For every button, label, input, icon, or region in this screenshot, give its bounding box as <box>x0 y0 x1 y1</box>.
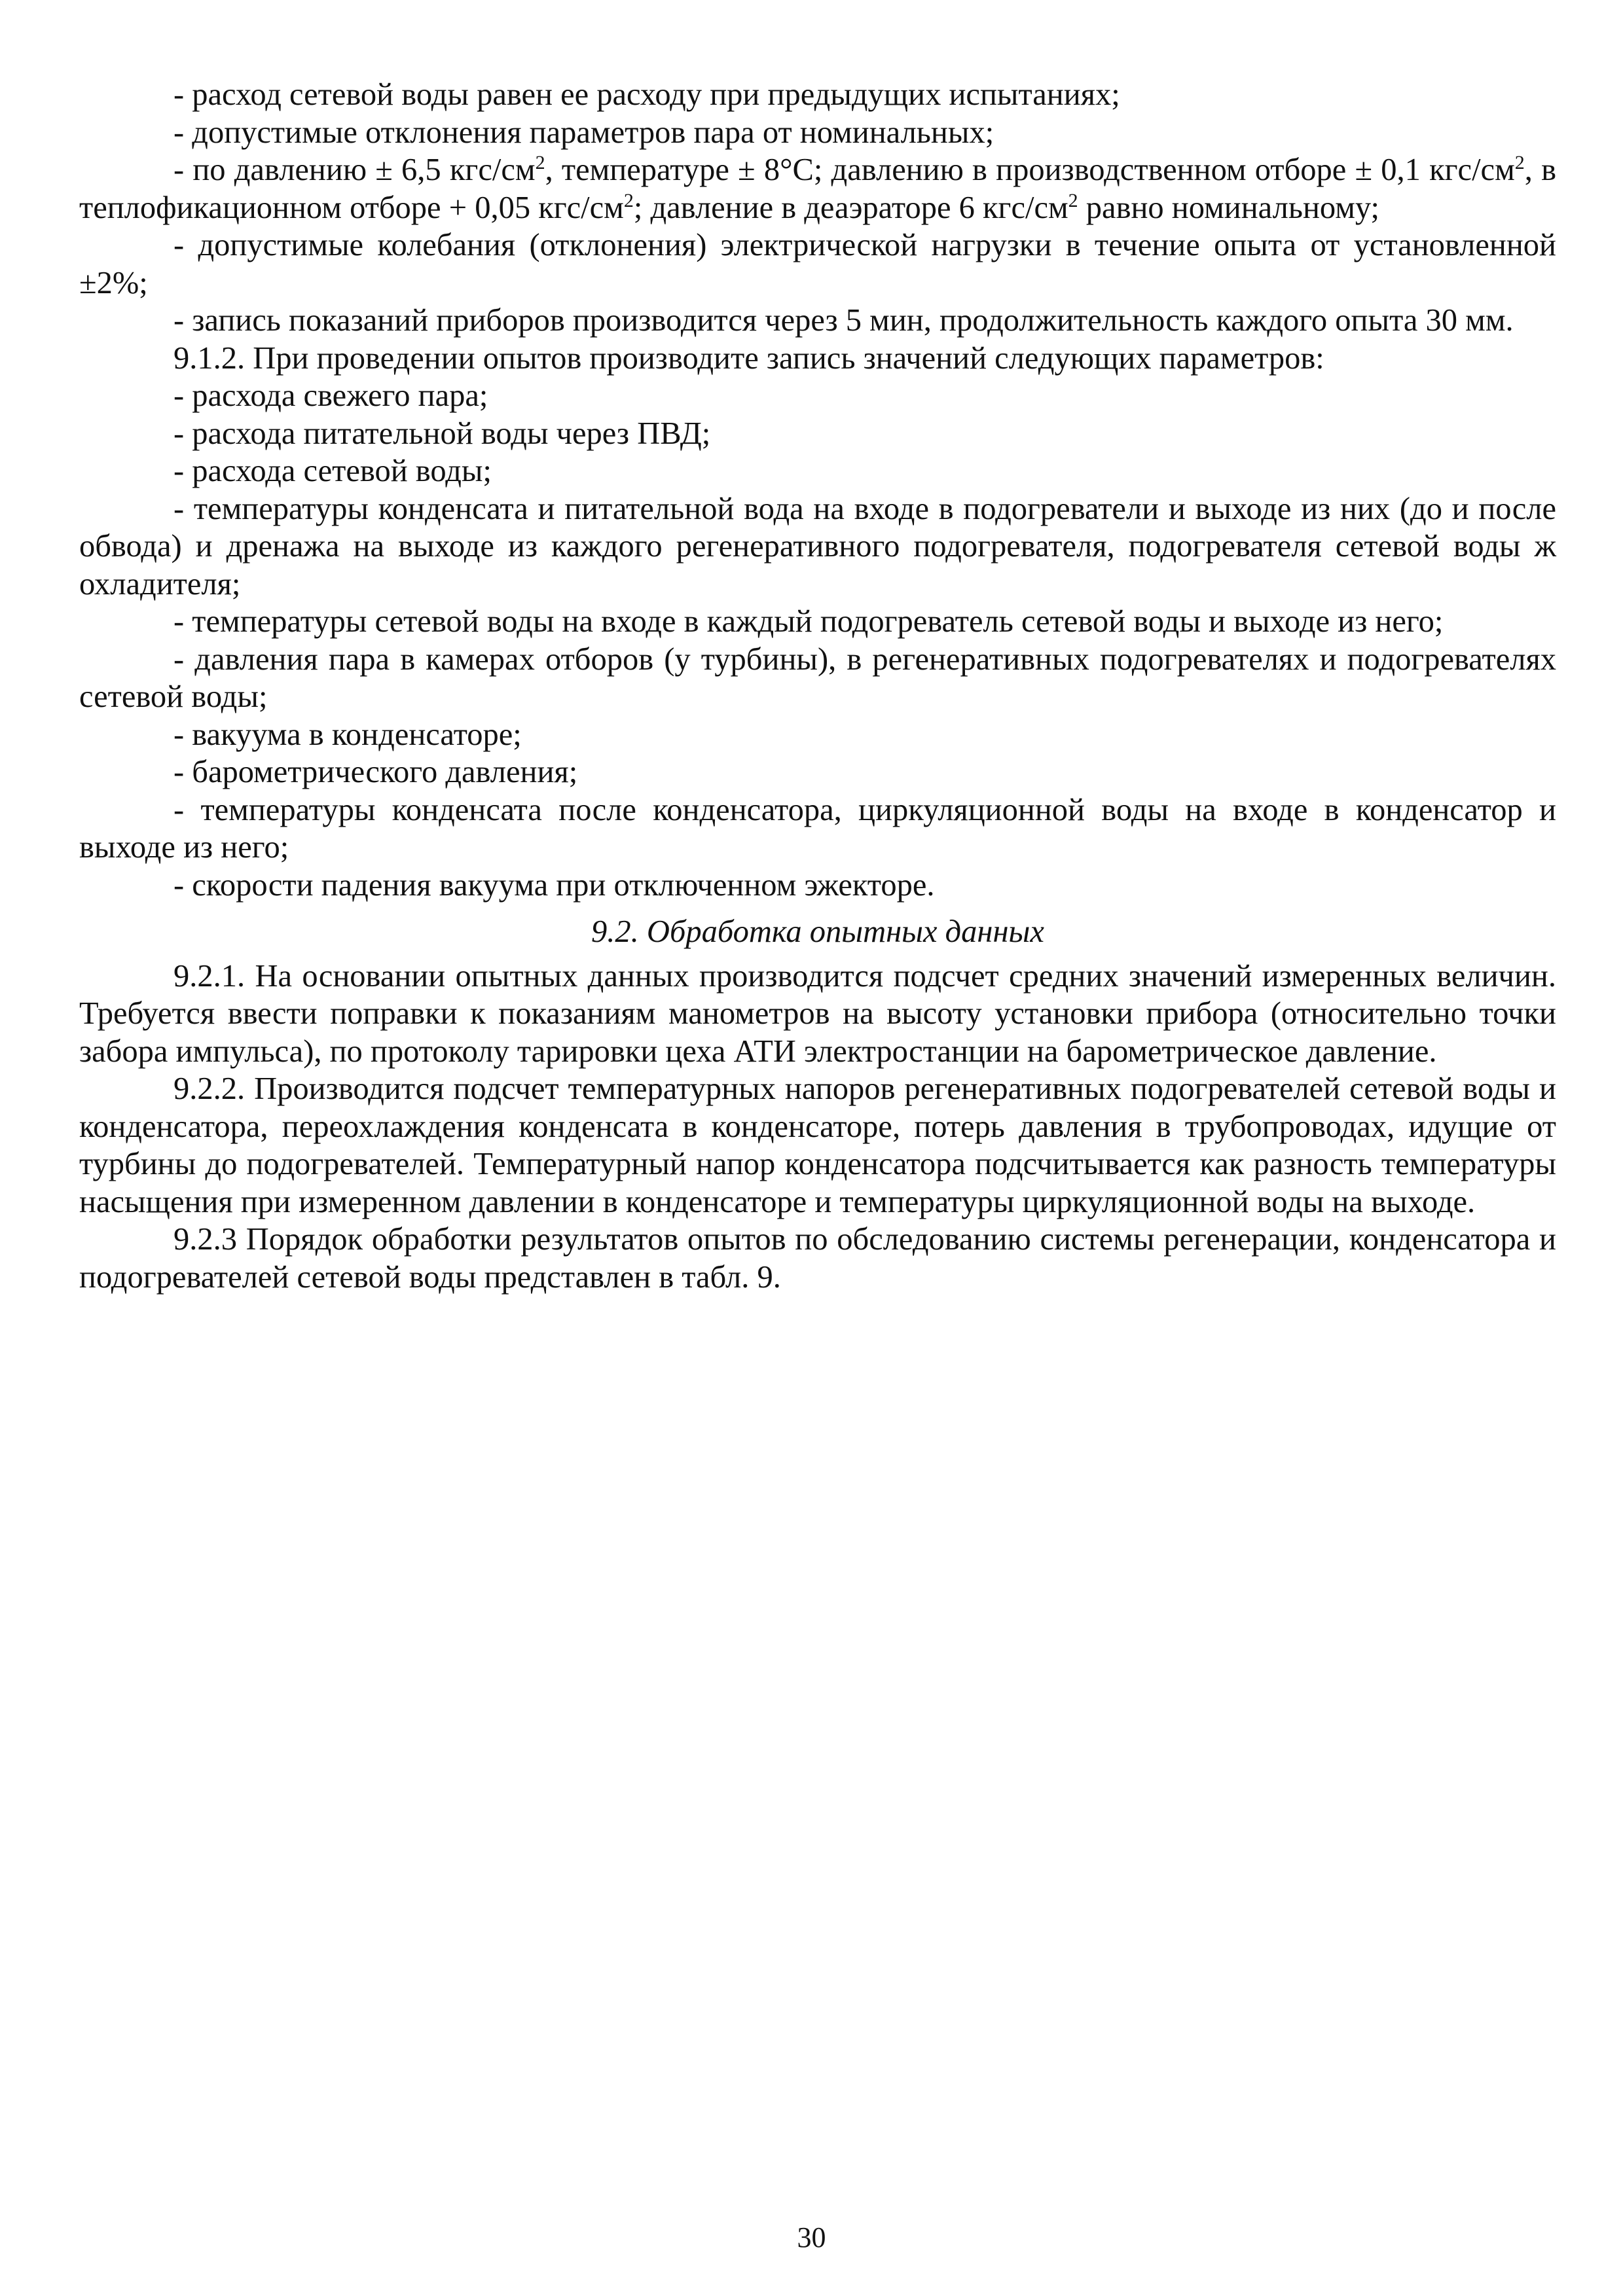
paragraph: - давления пара в камерах отборов (у турбины), в регенеративных подогревателях и подогревателях сетевой воды; <box>79 641 1556 714</box>
section-heading: 9.2. Обработка опытных данных <box>591 914 1044 949</box>
text-run: ; давление в деаэраторе 6 кгс/см <box>633 190 1068 225</box>
superscript: 2 <box>1068 189 1078 211</box>
paragraph: - вакуума в конденсаторе; <box>173 717 522 752</box>
paragraph: - барометрического давления; <box>173 755 578 789</box>
paragraph: - расхода сетевой воды; <box>173 454 492 488</box>
text-run: - по давлению ± 6,5 кгс/см <box>173 152 536 187</box>
paragraph: 9.2.2. Производится подсчет температурных напоров регенеративных подогревателей сетевой воды и конденсатора, переохлаждения конденсата в конденсаторе, потерь давления в трубопроводах, идущие от турбины до подогревателей. Температурный напор конденсатора подсчитывается как разность температуры насыщения при измеренном давлении в конденсаторе и температуры циркуляционной воды на выходе. <box>79 1071 1556 1219</box>
superscript: 2 <box>623 189 634 211</box>
superscript: 2 <box>535 151 545 173</box>
paragraph: - расход сетевой воды равен ее расходу при предыдущих испытаниях; <box>173 77 1120 112</box>
paragraph: - скорости падения вакуума при отключенном эжекторе. <box>173 867 935 903</box>
paragraph: - температуры сетевой воды на входе в каждый подогреватель сетевой воды и выходе из него; <box>173 604 1444 639</box>
text-run: равно номинальному; <box>1078 190 1380 225</box>
paragraph-pressure-deviations <box>79 151 1556 226</box>
paragraph: - температуры конденсата после конденсатора, циркуляционной воды на входе в конденсатор и выходе из него; <box>79 792 1556 865</box>
paragraph: - расхода питательной воды через ПВД; <box>173 416 711 451</box>
page-number: 30 <box>797 2221 826 2253</box>
paragraph: 9.2.1. На основании опытных данных производится подсчет средних значений измеренных величин. Требуется ввести поправки к показаниям манометров на высоту установки прибора (относительно точки забора импульса), по протоколу тарировки цеха АТИ электростанции на барометрическое давление. <box>79 958 1556 1069</box>
paragraph: 9.2.3 Порядок обработки результатов опытов по обследованию системы регенерации, конденсатора и подогревателей сетевой воды представлен в табл. 9. <box>79 1222 1556 1295</box>
document-body <box>79 76 1556 1296</box>
paragraph: - температуры конденсата и питательной вода на входе в подогреватели и выходе из них (до и после обвода) и дренажа на выходе из каждого регенеративного подогревателя, подогревателя сетевой воды ж охладителя; <box>79 491 1556 601</box>
paragraph: - расхода свежего пара; <box>173 378 488 413</box>
paragraph: - запись показаний приборов производится через 5 мин, продолжительность каждого опыта 30 мм. <box>173 303 1514 338</box>
paragraph: - допустимые отклонения параметров пара от номинальных; <box>173 115 994 150</box>
paragraph: 9.1.2. При проведении опытов производите запись значений следующих параметров: <box>173 340 1324 376</box>
paragraph: - допустимые колебания (отклонения) электрической нагрузки в течение опыта от установленной ±2%; <box>79 228 1556 300</box>
text-run: , температуре ± 8°С; давлению в производственном отборе ± 0,1 кгс/см <box>545 152 1515 187</box>
text-run: , в теплофикационном отборе + 0,05 кгс/см <box>79 152 1556 225</box>
superscript: 2 <box>1514 151 1525 173</box>
